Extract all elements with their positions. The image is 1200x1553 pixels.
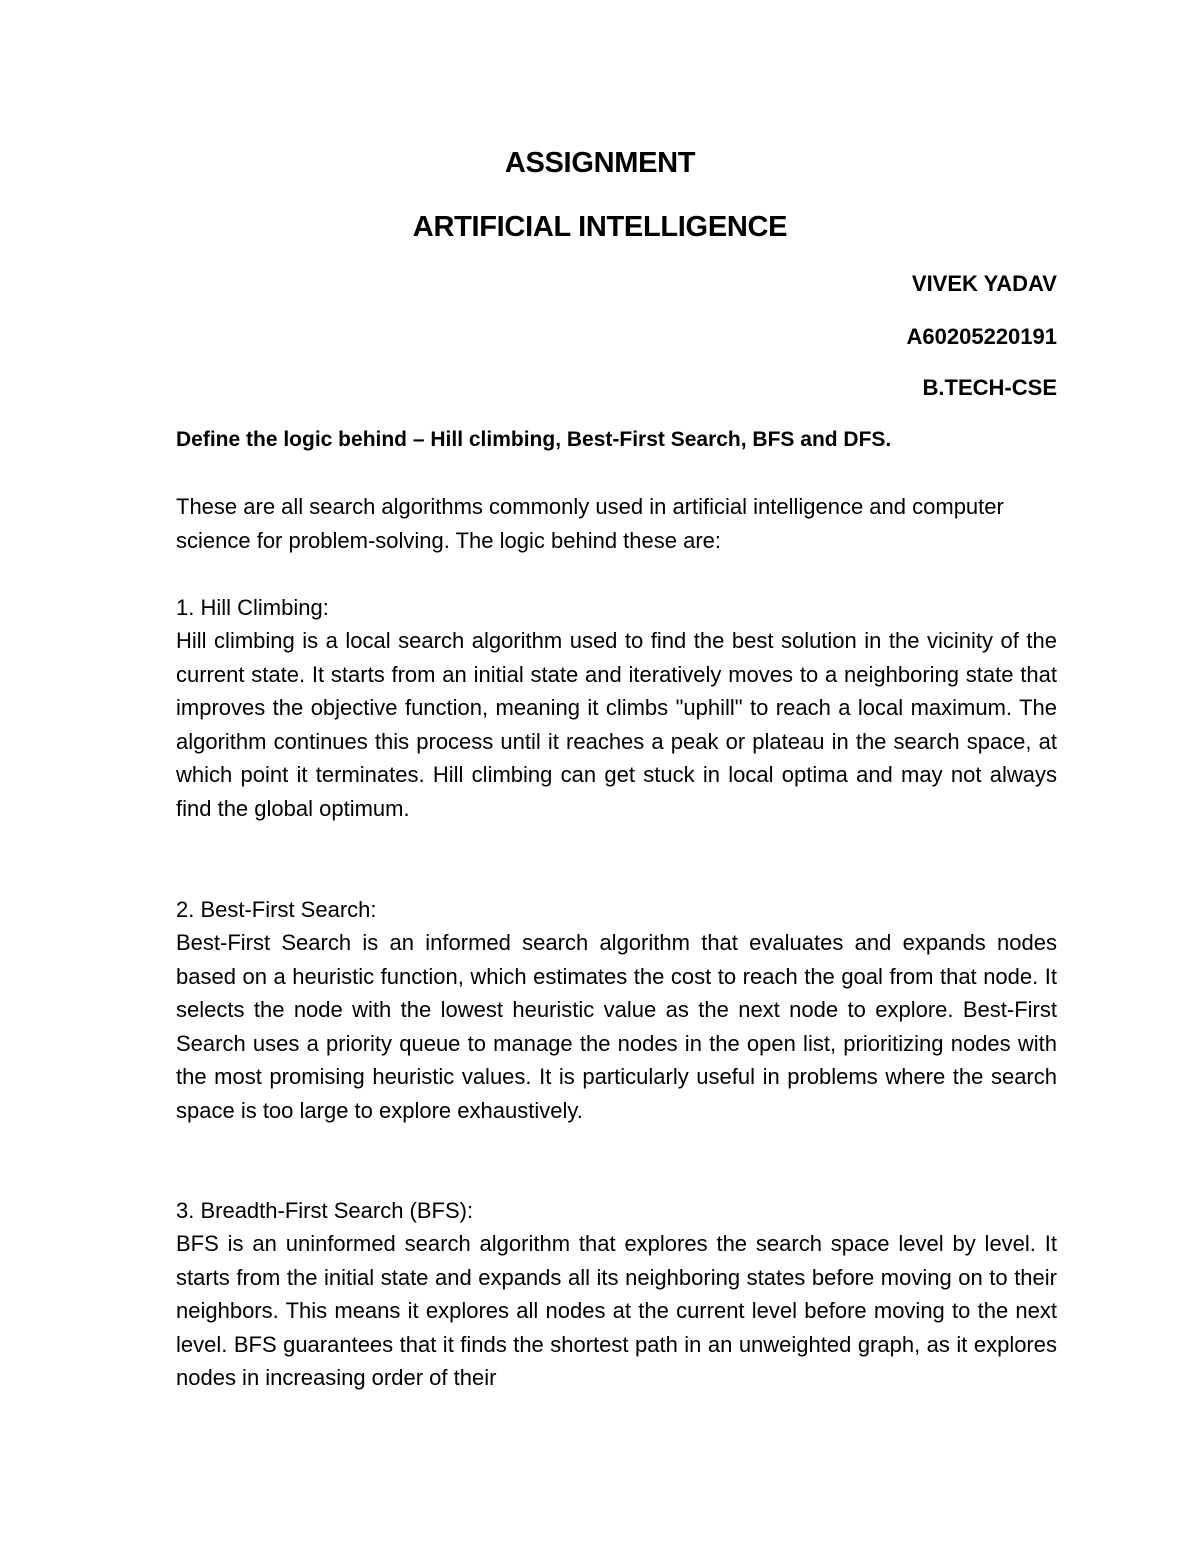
section-heading-best-first-search: 2. Best-First Search: — [176, 897, 377, 922]
intro-paragraph: These are all search algorithms commonly used in artificial intelligence and computer science for problem-solving. The logic behind these are: — [176, 494, 1004, 553]
section-text-best-first-search: Best-First Search is an informed search algorithm that evaluates and expands nodes based on a heuristic function, which estimates the cost to reach the goal from that node. It selects the node with the lowest heuristic value as the next node to explore. Best-First Search uses a priority queue to manage the nodes in the open list, prioritizing nodes with the most promising heuristic values. It is particularly useful in problems where the search space is too large to explore exhaustively. — [176, 930, 1057, 1123]
question-heading: Define the logic behind – Hill climbing, Best-First Search, BFS and DFS. — [176, 428, 892, 451]
program: B.TECH-CSE — [922, 375, 1057, 400]
document-subtitle: ARTIFICIAL INTELLIGENCE — [412, 211, 788, 243]
section-text-bfs: BFS is an uninformed search algorithm that explores the search space level by level. It starts from the initial state and expands all its neighboring states before moving on to their neighbors. This means it explores all nodes at the current level before moving to the next level. BFS guarantees that it finds the shortest path in an unweighted graph, as it explores nodes in increasing order of their — [176, 1231, 1057, 1391]
section-text-hill-climbing: Hill climbing is a local search algorithm used to find the best solution in the vicinity of the current state. It starts from an initial state and iteratively moves to a neighboring state that improves the objective function, meaning it climbs "uphill" to reach a local maximum. The algorithm continues this process until it reaches a peak or plateau in the search space, at which point it terminates. Hill climbing can get stuck in local optima and may not always find the global optimum. — [176, 628, 1057, 821]
student-name: VIVEK YADAV — [911, 271, 1057, 296]
document-title: ASSIGNMENT — [504, 147, 696, 179]
section-heading-bfs: 3. Breadth-First Search (BFS): — [176, 1198, 474, 1223]
student-id: A60205220191 — [906, 324, 1057, 349]
section-heading-hill-climbing: 1. Hill Climbing: — [176, 595, 329, 620]
